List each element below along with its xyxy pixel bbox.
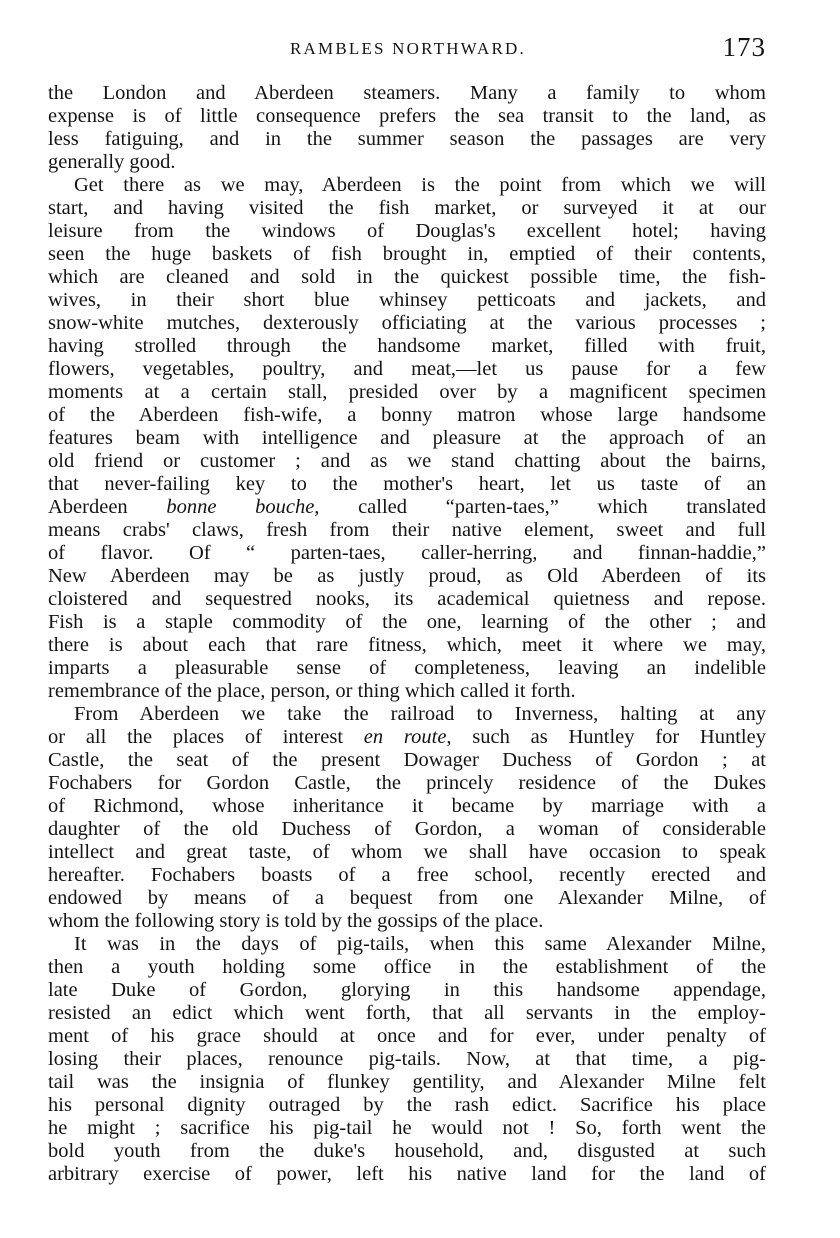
text-line: Fish is a staple commodity of the one, learning of the other ; and xyxy=(48,611,766,633)
text-line: late Duke of Gordon, glorying in this handsome appendage, xyxy=(48,979,766,1001)
text-line: of Richmond, whose inheritance it became by marriage with a xyxy=(48,795,766,817)
text-line: cloistered and sequestred nooks, its academical quietness and repose. xyxy=(48,588,766,610)
running-title: RAMBLES NORTHWARD. xyxy=(290,39,526,58)
text-line: bold youth from the duke's household, and, disgusted at such xyxy=(48,1140,766,1162)
text-line: remembrance of the place, person, or thing which called it forth. xyxy=(48,680,576,702)
text-line: then a youth holding some office in the establishment of the xyxy=(48,956,766,978)
text-line: Get there as we may, Aberdeen is the point from which we will xyxy=(74,174,766,196)
text-line: resisted an edict which went forth, that all servants in the employ- xyxy=(48,1002,766,1024)
text-line: having strolled through the handsome market, filled with fruit, xyxy=(48,335,766,357)
text-line: Fochabers for Gordon Castle, the princely residence of the Dukes xyxy=(48,772,766,794)
text-line: Castle, the seat of the present Dowager Duchess of Gordon ; at xyxy=(48,749,766,771)
text-line: expense is of little consequence prefers the sea transit to the land, as xyxy=(48,105,766,127)
text-line: start, and having visited the fish market, or surveyed it at our xyxy=(48,197,766,219)
text-line: tail was the insignia of flunkey gentility, and Alexander Milne felt xyxy=(48,1071,766,1093)
text-line: less fatiguing, and in the summer season the passages are very xyxy=(48,128,766,150)
text-line: his personal dignity outraged by the rash edict. Sacrifice his place xyxy=(48,1094,766,1116)
text-line: features beam with intelligence and pleasure at the approach of an xyxy=(48,427,766,449)
text-line: losing their places, renounce pig-tails. Now, at that time, a pig- xyxy=(48,1048,766,1070)
paragraph-4 xyxy=(48,933,766,1186)
text-line: moments at a certain stall, presided over by a magnificent specimen xyxy=(48,381,766,403)
text-line: generally good. xyxy=(48,151,176,173)
paragraph-2 xyxy=(48,174,766,703)
text-line: means crabs' claws, fresh from their native element, sweet and full xyxy=(48,519,766,541)
text-line: old friend or customer ; and as we stand chatting about the bairns, xyxy=(48,450,766,472)
text-line: New Aberdeen may be as justly proud, as Old Aberdeen of its xyxy=(48,565,766,587)
text-line: intellect and great taste, of whom we shall have occasion to speak xyxy=(48,841,766,863)
text-line: which are cleaned and sold in the quickest possible time, the fish- xyxy=(48,266,766,288)
text-line: seen the huge baskets of fish brought in, emptied of their contents, xyxy=(48,243,766,265)
text-line: It was in the days of pig-tails, when this same Alexander Milne, xyxy=(74,933,766,955)
italic-phrase: en route xyxy=(363,726,447,748)
text-line: or all the places of interest en route, such as Huntley for Huntley xyxy=(48,726,766,748)
text-line: whom the following story is told by the gossips of the place. xyxy=(48,910,544,932)
text-line: there is about each that rare fitness, which, meet it where we may, xyxy=(48,634,766,656)
text-line: the London and Aberdeen steamers. Many a family to whom xyxy=(48,82,766,104)
text-line: wives, in their short blue whinsey petticoats and jackets, and xyxy=(48,289,766,311)
text-line: hereafter. Fochabers boasts of a free school, recently erected and xyxy=(48,864,766,886)
text-line: imparts a pleasurable sense of completeness, leaving an indelible xyxy=(48,657,766,679)
text-line: endowed by means of a bequest from one Alexander Milne, of xyxy=(48,887,766,909)
body-text xyxy=(48,82,766,1186)
text-line: flowers, vegetables, poultry, and meat,—let us pause for a few xyxy=(48,358,766,380)
text-line: From Aberdeen we take the railroad to Inverness, halting at any xyxy=(74,703,766,725)
text-line: snow-white mutches, dexterously officiating at the various processes ; xyxy=(48,312,766,334)
text-line: he might ; sacrifice his pig-tail he would not ! So, forth went the xyxy=(48,1117,766,1139)
text-line: leisure from the windows of Douglas's excellent hotel; having xyxy=(48,220,766,242)
paragraph-1 xyxy=(48,82,766,174)
text-line: Aberdeen bonne bouche, called “parten-taes,” which translated xyxy=(48,496,767,518)
text-line: daughter of the old Duchess of Gordon, a woman of considerable xyxy=(48,818,766,840)
text-line: arbitrary exercise of power, left his native land for the land of xyxy=(48,1163,766,1185)
text-line: of flavor. Of “ parten-taes, caller-herring, and finnan-haddie,” xyxy=(48,542,766,564)
text-line: ment of his grace should at once and for ever, under penalty of xyxy=(48,1025,766,1047)
running-header xyxy=(48,32,768,64)
page-number: 173 xyxy=(722,32,766,62)
text-line: of the Aberdeen fish-wife, a bonny matron whose large handsome xyxy=(48,404,766,426)
text-line: that never-failing key to the mother's heart, let us taste of an xyxy=(48,473,766,495)
paragraph-3 xyxy=(48,703,766,933)
italic-phrase: bonne bouche xyxy=(166,496,315,518)
